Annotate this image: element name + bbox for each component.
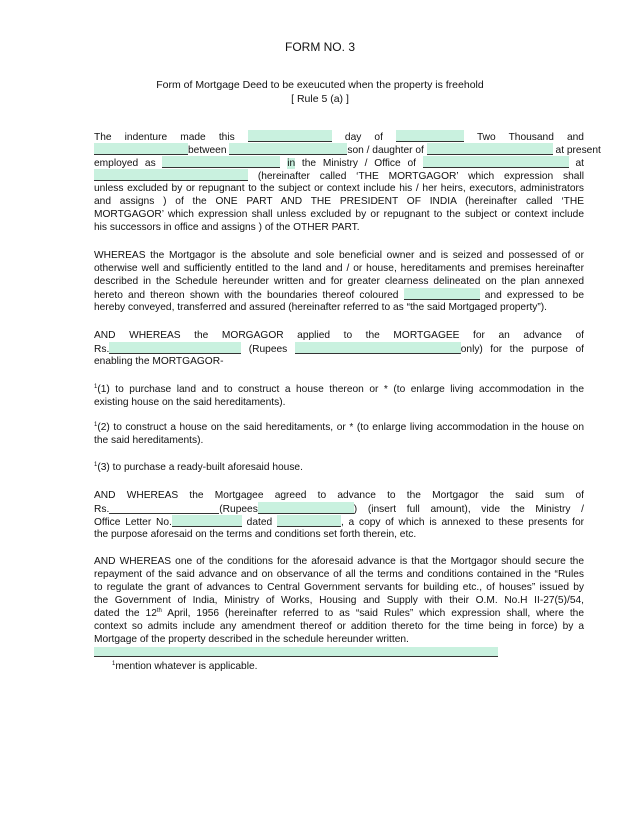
- item-1-line1: $^1$(1) to purchase land and to construct a house thereon or * (to enlarge living accommodation in the: [94, 384, 584, 395]
- p1-line7: MORTGAGOR’ which expression shall unless excluded by or repugnant to the subject or context include: [94, 209, 584, 220]
- rule-reference: [ Rule 5 (a) ]: [291, 93, 349, 105]
- advance-amount-field[interactable]: [109, 342, 241, 354]
- letter-number-field[interactable]: [172, 515, 242, 527]
- p1-line8: his successors in office and assigns ) of the OTHER PART.: [94, 222, 360, 233]
- p5-line4: the Government of India, Ministry of Works, Housing and Supply with their O.M. No.H II-27(5)/54,: [94, 595, 584, 606]
- sum-rupees-words-field[interactable]: [258, 502, 354, 514]
- advance-rupees-words-field[interactable]: [295, 342, 461, 354]
- item-3-line1: $^1$(3) to purchase a ready-built aforesaid house.: [94, 462, 303, 473]
- p3-line2: Rs. (Rupees only) for the purpose of: [94, 344, 584, 355]
- month-field[interactable]: [396, 130, 464, 142]
- form-subtitle: Form of Mortgage Deed to be exeucuted when the property is freehold: [156, 79, 484, 91]
- p3-line1: AND WHEREAS the MORGAGOR applied to the MORTGAGEE for an advance of: [94, 330, 584, 341]
- mortgagor-name-field[interactable]: [94, 143, 188, 155]
- item-2-line2: the said hereditaments).: [94, 435, 204, 446]
- p5-line6: context so admits include any amendment thereof or addition thereto for the time being in force) by a: [94, 621, 584, 632]
- p1-line3: employed as in the Ministry / Office of at: [94, 158, 584, 169]
- place-field[interactable]: [94, 169, 248, 181]
- p5-line5: dated the 12th April, 1956 (hereinafter referred to as “said Rules” which expression shall, where the: [94, 608, 584, 619]
- relation-name-field[interactable]: [229, 143, 347, 155]
- p4-line2: Rs. (Rupees ) (insert full amount), vide the Ministry /: [94, 504, 584, 515]
- p3-line3: enabling the MORTGAGOR-: [94, 356, 224, 367]
- footnote-separator: [94, 647, 498, 657]
- footnote: $^1$mention whatever is applicable.: [112, 661, 258, 672]
- form-number: FORM NO. 3: [284, 40, 355, 54]
- p1-line2: between son / daughter of at present: [94, 143, 584, 157]
- p2-line5: hereby conveyed, transferred and assured (hereinafter referred to as “the said Mortgaged property”).: [94, 302, 548, 313]
- item-2-line1: $^1$(2) to construct a house on the said hereditaments, or * (to enlarge living accommodation in the house on: [94, 422, 584, 433]
- p1-line5: unless excluded by or repugnant to the subject or context include his / her heirs, executors, administrators: [94, 183, 584, 194]
- p4-line1: AND WHEREAS the Mortgagee agreed to advance to the Mortgagor the said sum of: [94, 490, 584, 501]
- p2-line1: WHEREAS the Mortgagor is the absolute and sole beneficial owner and is seized and possessed of or: [94, 250, 584, 261]
- p5-line2: repayment of the said advance and on observance of all the terms and conditions contained in the “Rules: [94, 569, 584, 580]
- p4-line3: Office Letter No. dated , a copy of which is annexed to these presents for: [94, 517, 584, 528]
- p5-line3: to regulate the grant of advances to Central Government servants for building etc., of houses” issued by: [94, 582, 584, 593]
- office-field[interactable]: [423, 156, 569, 168]
- p4-line4: the purpose aforesaid on the terms and conditions set forth therein, etc.: [94, 529, 417, 540]
- item-1-line2: existing house on the said hereditaments).: [94, 397, 286, 408]
- p5-line1: AND WHEREAS one of the conditions for the aforesaid advance is that the Mortgagor should secure the: [94, 556, 584, 567]
- designation-field[interactable]: [162, 156, 280, 168]
- p1-line1: The indenture made this day of Two Thousand and: [94, 132, 584, 143]
- p2-line2: otherwise well and sufficiently entitled to the land and / or house, hereditaments and premises hereinafter: [94, 263, 584, 274]
- p1-line6: and assigns ) of the ONE PART AND THE PRESIDENT OF INDIA (hereinafter called ‘THE: [94, 196, 584, 207]
- father-name-field[interactable]: [427, 143, 553, 155]
- date-day-field[interactable]: [248, 130, 332, 142]
- p5-line7: Mortgage of the property described in the schedule hereunder written.: [94, 634, 409, 645]
- p2-line3: described in the Schedule hereunder written and for greater clearness delineated on the plan annexed: [94, 276, 584, 287]
- sum-amount-field[interactable]: [109, 502, 219, 514]
- p1-line4: (hereinafter called ‘THE MORTGAGOR’ which expression shall: [94, 169, 584, 183]
- boundary-colour-field[interactable]: [404, 288, 480, 300]
- p2-line4: hereto and thereon shown with the boundaries thereof coloured and expressed to be: [94, 290, 584, 301]
- letter-date-field[interactable]: [277, 515, 341, 527]
